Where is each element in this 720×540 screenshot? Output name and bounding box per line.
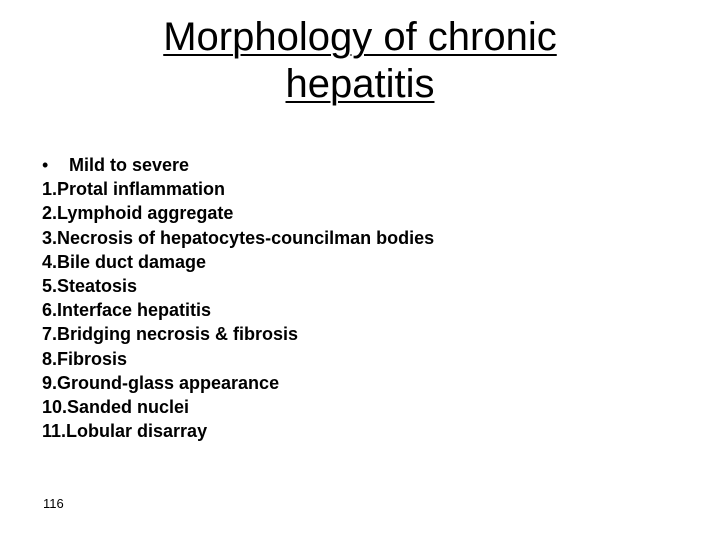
- bullet-text: Mild to severe: [69, 155, 190, 175]
- list-item: 4.Bile duct damage: [42, 251, 207, 272]
- title-line-2: hepatitis: [285, 62, 435, 106]
- list-item: 8.Fibrosis: [42, 348, 128, 369]
- slide-content: [42, 153, 682, 443]
- list-item: 2.Lymphoid aggregate: [42, 203, 234, 224]
- list-item: 6.Interface hepatitis: [42, 300, 212, 321]
- list-item: 1.Protal inflammation: [42, 179, 226, 200]
- title-line-1: Morphology of chronic: [163, 15, 557, 59]
- list-item: 3.Necrosis of hepatocytes-councilman bodies: [42, 227, 435, 248]
- slide-number: 116: [43, 496, 64, 511]
- list-item: 7.Bridging necrosis & fibrosis: [42, 324, 299, 345]
- slide-title: [60, 14, 660, 108]
- list-item: 5.Steatosis: [42, 276, 138, 297]
- list-item: 11.Lobular disarray: [42, 421, 208, 442]
- list-item: 10.Sanded nuclei: [42, 397, 190, 418]
- bullet-icon: •: [42, 155, 49, 175]
- bullet-item: [42, 153, 682, 177]
- numbered-list: [42, 177, 682, 443]
- list-item: 9.Ground-glass appearance: [42, 372, 280, 393]
